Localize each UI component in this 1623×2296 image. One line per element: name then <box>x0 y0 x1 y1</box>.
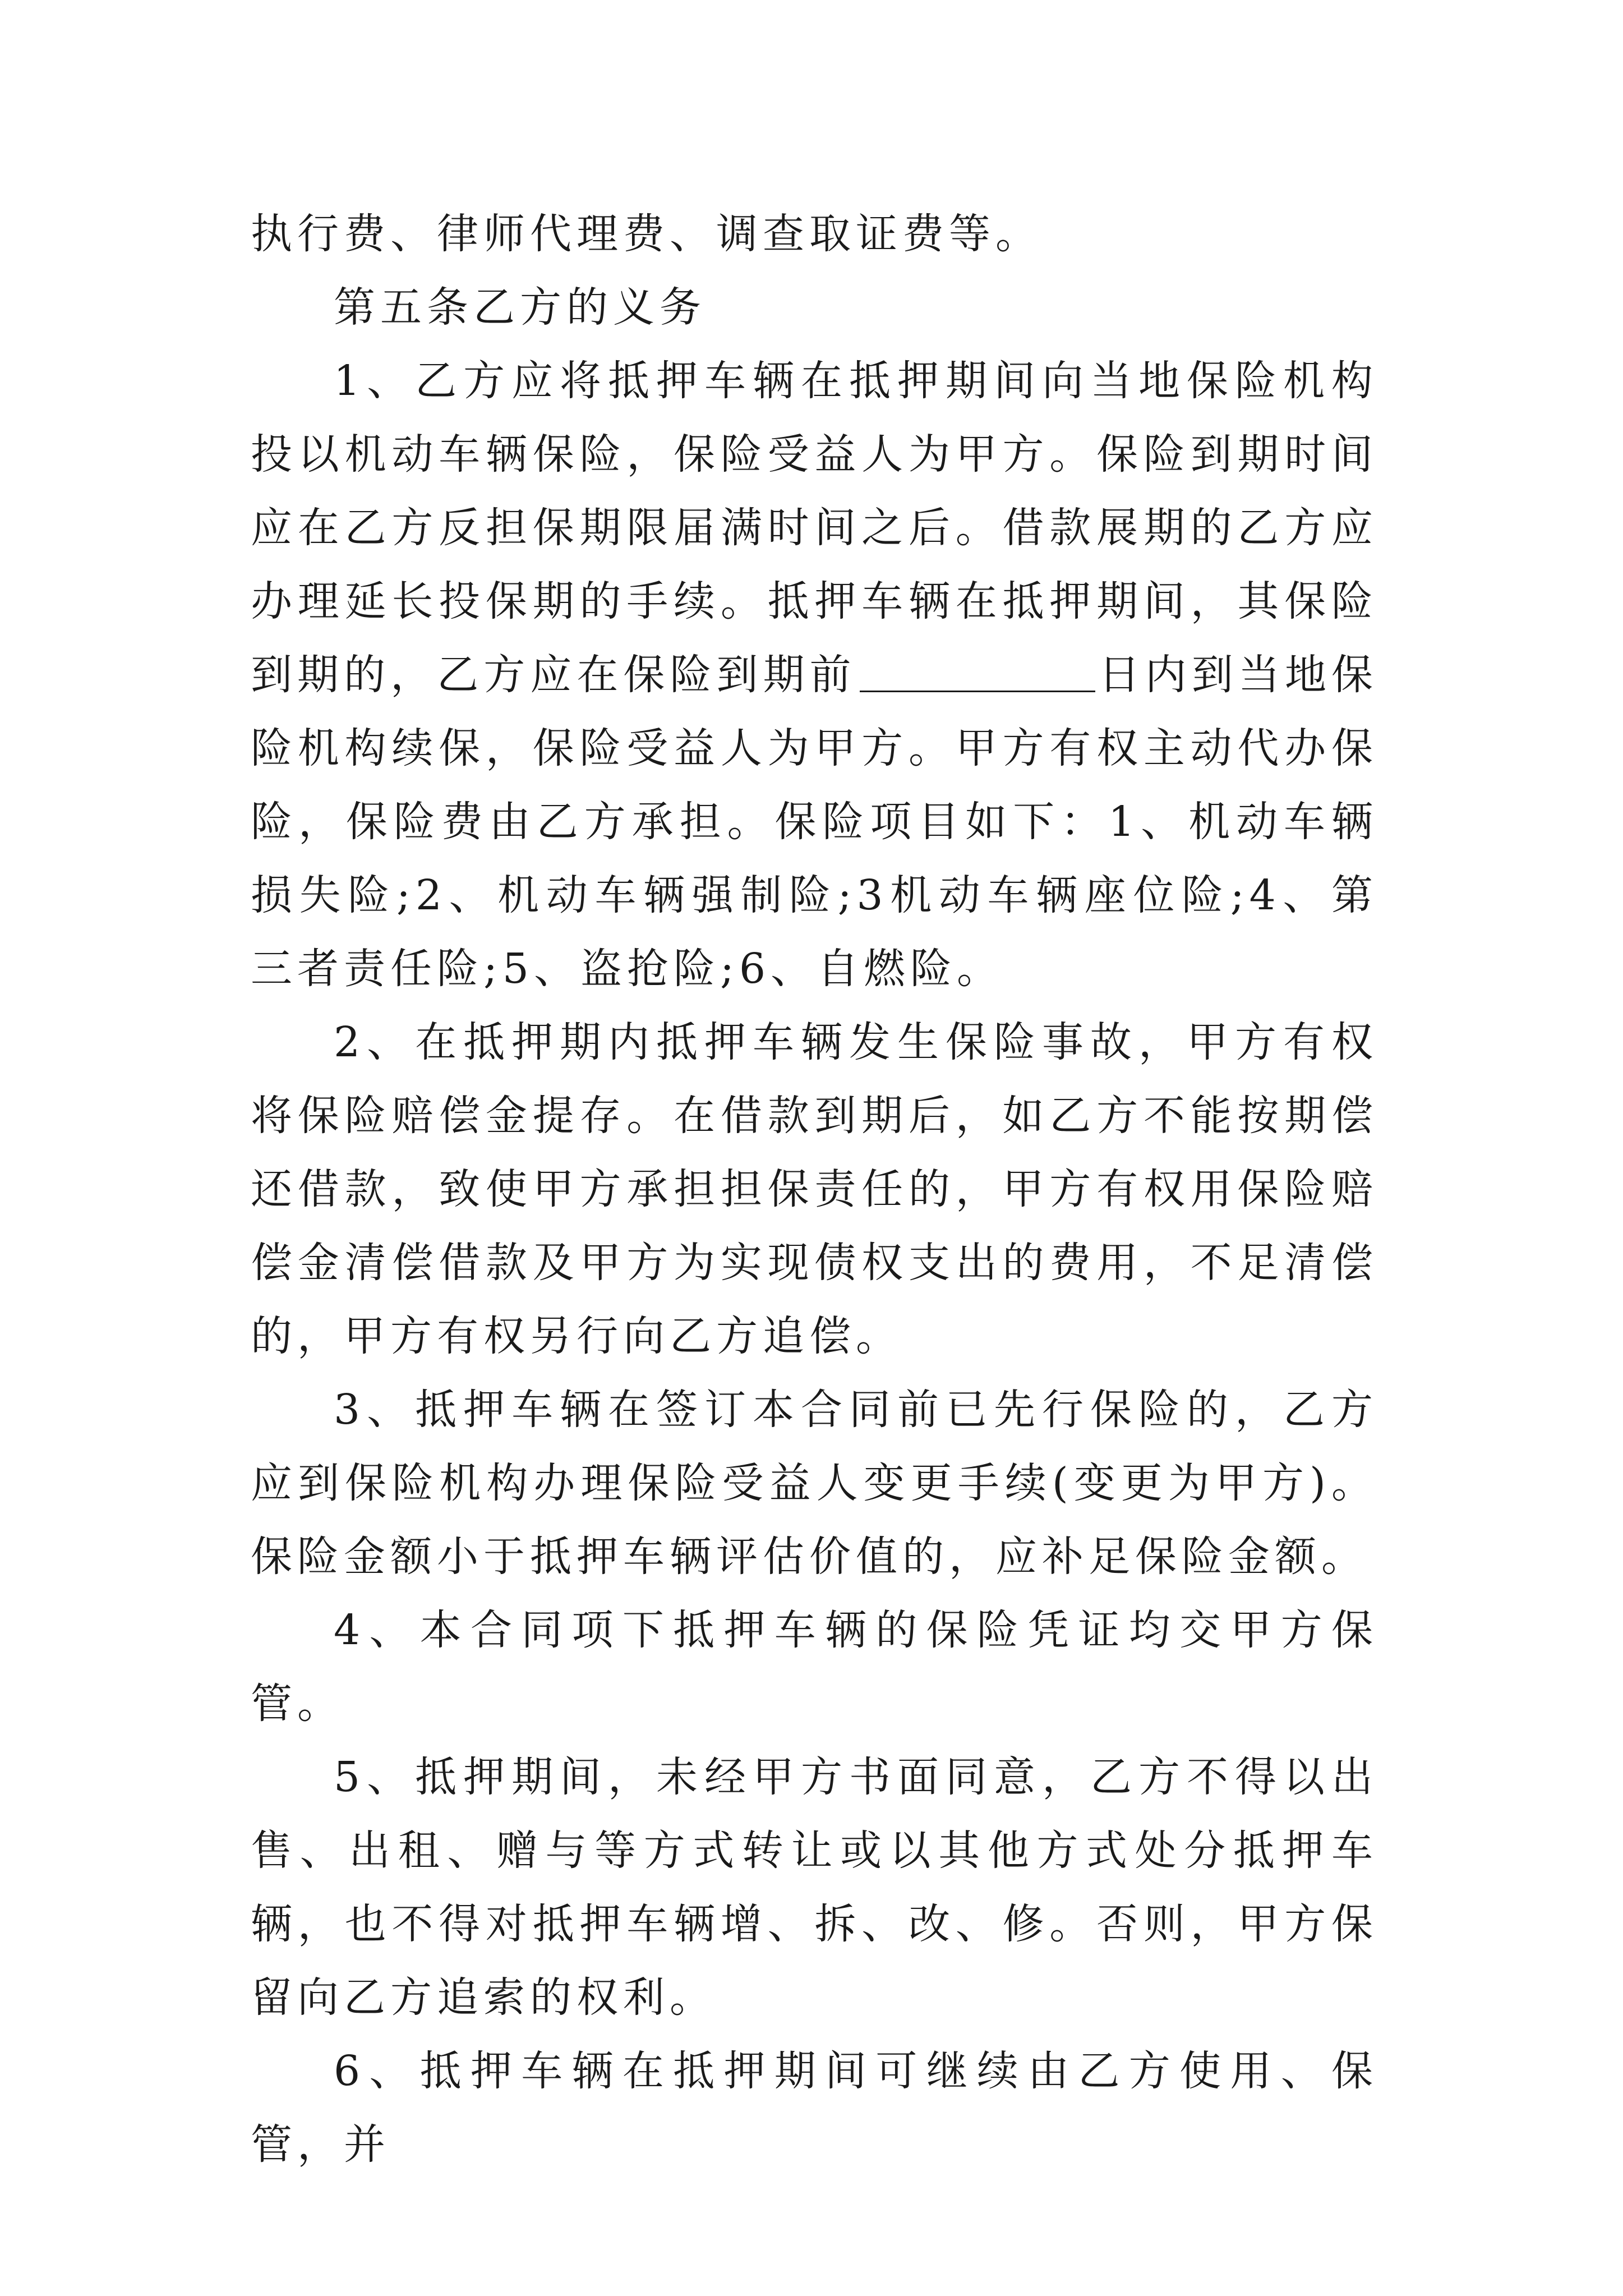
clause-6: 6、抵押车辆在抵押期间可继续由乙方使用、保管，并 <box>251 2047 1378 2169</box>
clause-4: 4、本合同项下抵押车辆的保险凭证均交甲方保管。 <box>251 1606 1378 1728</box>
document-body <box>251 197 1378 2182</box>
clause-5: 5、抵押期间，未经甲方书面同意，乙方不得以出售、出租、赠与等方式转让或以其他方式处分抵押车辆，也不得对抵押车辆增、拆、改、修。否则，甲方保留向乙方追索的权利。 <box>251 1753 1378 2022</box>
clause-1-text-before-blank: 1、乙方应将抵押车辆在抵押期间向当地保险机构投以机动车辆保险，保险受益人为甲方。保险到期时间应在乙方反担保期限届满时间之后。借款展期的乙方应办理延长投保期的手续。抵押车辆在抵押期间，其保险到期的，乙方应在保险到期前 <box>251 357 1378 699</box>
fill-in-blank-days <box>860 649 1095 692</box>
article-heading: 第五条乙方的义务 <box>334 283 706 332</box>
clause-1 <box>251 344 1378 1006</box>
continuation-paragraph: 执行费、律师代理费、调查取证费等。 <box>251 210 1042 258</box>
clause-1-text-after-blank: 日内到当地保险机构续保，保险受益人为甲方。甲方有权主动代办保险，保险费由乙方承担。保险项目如下：1、机动车辆损失险;2、机动车辆强制险;3机动车辆座位险;4、第三者责任险;5、盗抢险;6、自燃险。 <box>251 651 1378 993</box>
clause-3: 3、抵押车辆在签订本合同前已先行保险的，乙方应到保险机构办理保险受益人变更手续(变更为甲方)。保险金额小于抵押车辆评估价值的，应补足保险金额。 <box>251 1386 1378 1581</box>
clause-2: 2、在抵押期内抵押车辆发生保险事故，甲方有权将保险赔偿金提存。在借款到期后，如乙方不能按期偿还借款，致使甲方承担担保责任的，甲方有权用保险赔偿金清偿借款及甲方为实现债权支出的费用，不足清偿的，甲方有权另行向乙方追偿。 <box>251 1018 1378 1360</box>
